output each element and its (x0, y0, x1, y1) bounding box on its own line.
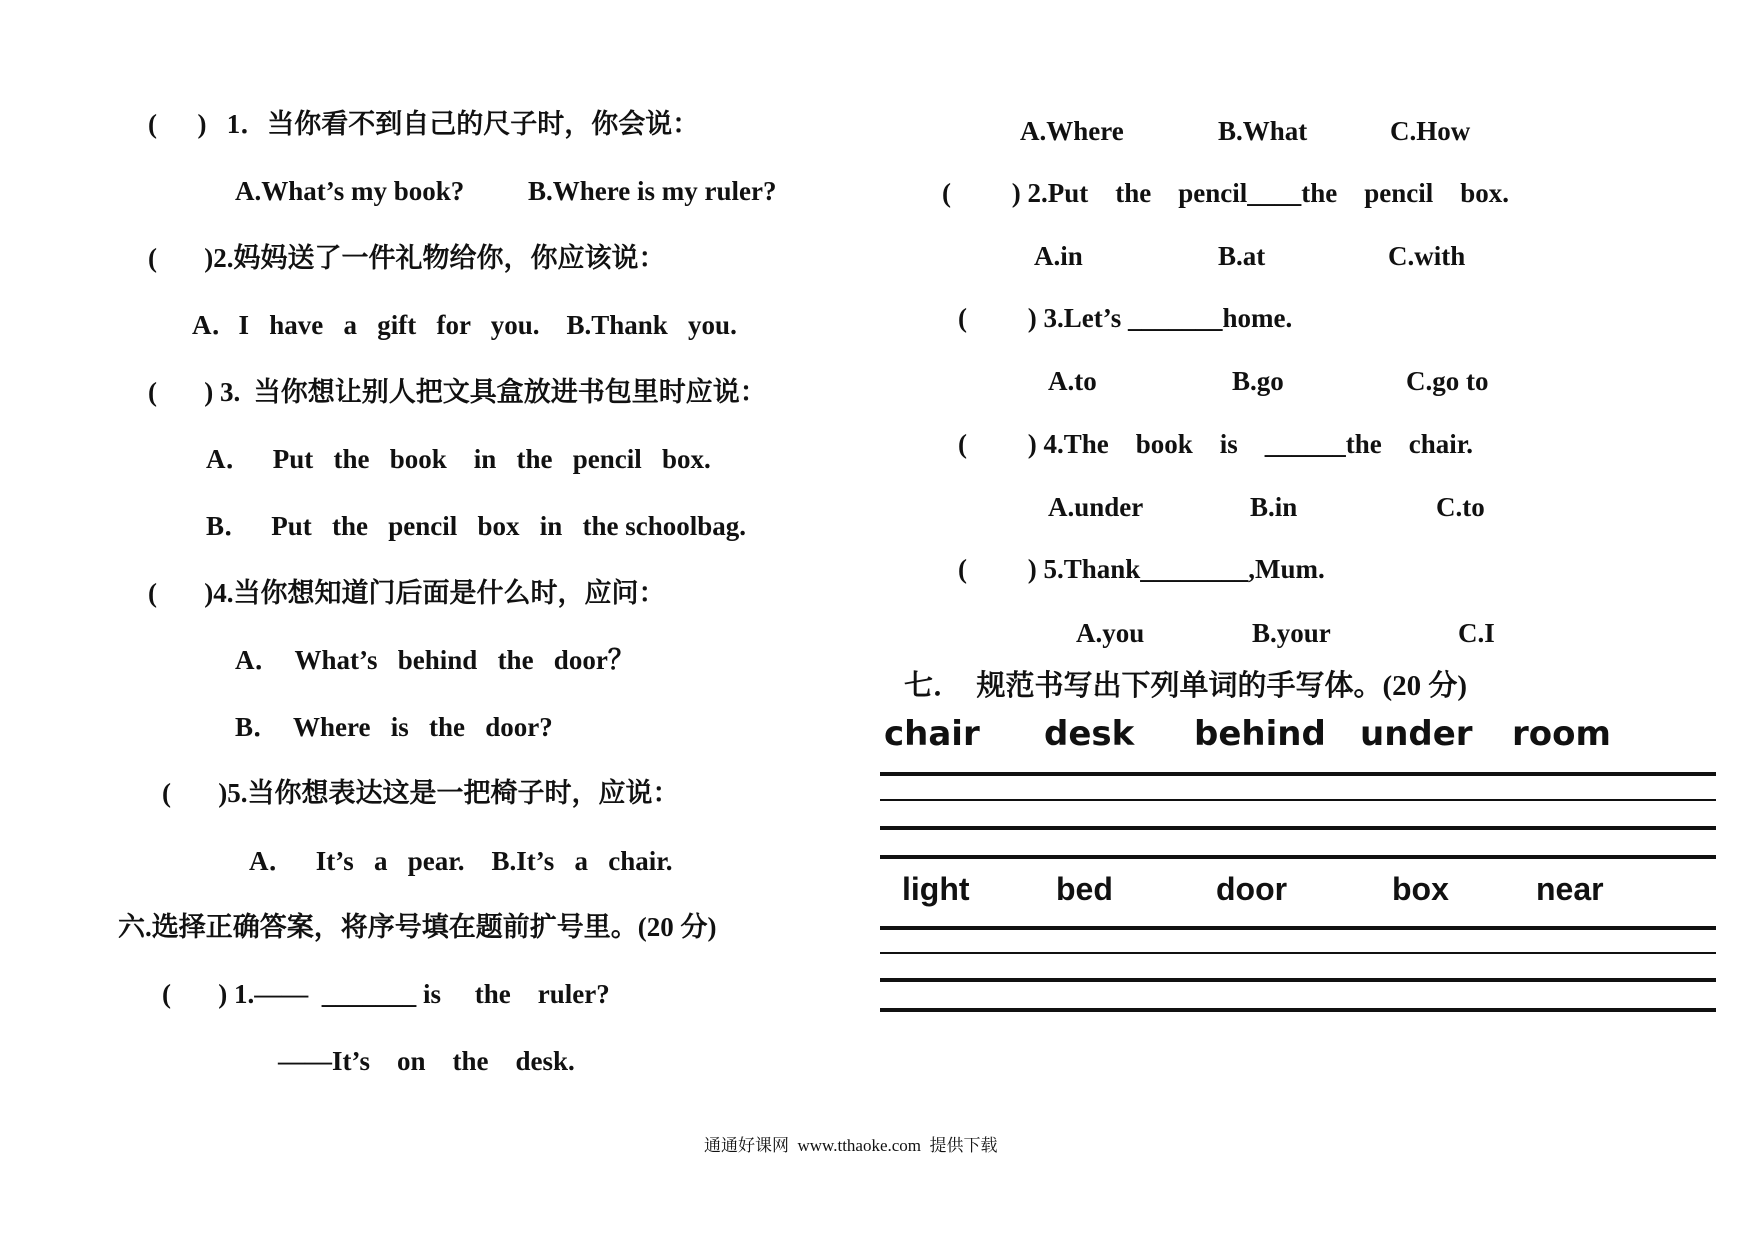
word-row1-3: behind (1194, 714, 1326, 754)
left-q3-option-a: A． Put the book in the pencil box. (206, 444, 711, 474)
s6-q2-prompt: ( ) 2.Put the pencil____the pencil box. (942, 178, 1509, 208)
left-q2-options: A．I have a gift for you. B.Thank you. (192, 310, 737, 340)
s6-q5-prompt: ( ) 5.Thank________,Mum. (958, 554, 1325, 584)
left-q3-prompt: ( ) 3. 当你想让别人把文具盒放进书包里时应说： (148, 377, 767, 407)
left-q4-prompt: ( )4.当你想知道门后面是什么时，应问： (148, 578, 666, 608)
s6-q5-option-c: C.I (1458, 618, 1495, 648)
left-q4-option-b: B． Where is the door? (235, 712, 553, 742)
writing-line (880, 952, 1716, 954)
word-row2-3: door (1216, 871, 1288, 907)
s6-q1-answer: ——It’s on the desk. (278, 1046, 575, 1076)
word-row2-1: light (902, 871, 970, 907)
writing-line (880, 799, 1716, 801)
word-row1-1: chair (884, 714, 980, 754)
word-row2-2: bed (1056, 871, 1113, 907)
writing-line (880, 978, 1716, 982)
s6-q1-prompt: ( ) 1.—— _______ is the ruler? (162, 979, 610, 1009)
s6-q1-option-a: A.Where (1020, 116, 1124, 146)
writing-line (880, 772, 1716, 776)
left-q5-options: A． It’s a pear. B.It’s a chair. (249, 846, 673, 876)
word-row1-2: desk (1044, 714, 1135, 754)
s6-q4-option-c: C.to (1436, 492, 1485, 522)
writing-line (880, 926, 1716, 930)
word-row2-5: near (1536, 871, 1604, 907)
writing-line (880, 855, 1716, 859)
word-row2-4: box (1392, 871, 1449, 907)
s6-q3-option-c: C.go to (1406, 366, 1489, 396)
section-7-title: 七． 规范书写出下列单词的手写体。(20 分) (904, 670, 1468, 702)
s6-q1-option-b: B.What (1218, 116, 1308, 146)
s6-q4-option-a: A.under (1048, 492, 1144, 522)
s6-q1-option-c: C.How (1390, 116, 1471, 146)
left-q5-prompt: ( )5.当你想表达这是一把椅子时，应说： (162, 778, 680, 808)
word-row1-5: room (1512, 714, 1611, 754)
left-q3-option-b: B． Put the pencil box in the schoolbag. (206, 511, 747, 541)
footer-credit: 通通好课网 www.tthaoke.com 提供下载 (704, 1136, 998, 1155)
s6-q3-option-a: A.to (1048, 366, 1097, 396)
s6-q3-prompt: ( ) 3.Let’s _______home. (958, 303, 1293, 333)
left-q1-option-b: B.Where is my ruler? (528, 176, 777, 206)
s6-q2-option-c: C.with (1388, 241, 1466, 271)
left-q2-prompt: ( )2.妈妈送了一件礼物给你，你应该说： (148, 243, 666, 273)
word-row1-4: under (1360, 714, 1473, 754)
s6-q5-option-b: B.your (1252, 618, 1331, 648)
left-q1-prompt: ( ) 1．当你看不到自己的尺子时，你会说： (148, 109, 700, 139)
s6-q2-option-b: B.at (1218, 241, 1266, 271)
left-q1-option-a: A.What’s my book? (235, 176, 465, 206)
s6-q4-prompt: ( ) 4.The book is ______the chair. (958, 429, 1474, 459)
writing-line (880, 826, 1716, 830)
writing-line (880, 1008, 1716, 1012)
s6-q4-option-b: B.in (1250, 492, 1298, 522)
s6-q5-option-a: A.you (1076, 618, 1145, 648)
left-q4-option-a: A． What’s behind the door？ (235, 645, 635, 675)
section-6-title: 六.选择正确答案，将序号填在题前扩号里。(20 分) (118, 912, 717, 942)
s6-q2-option-a: A.in (1034, 241, 1083, 271)
s6-q3-option-b: B.go (1232, 366, 1284, 396)
